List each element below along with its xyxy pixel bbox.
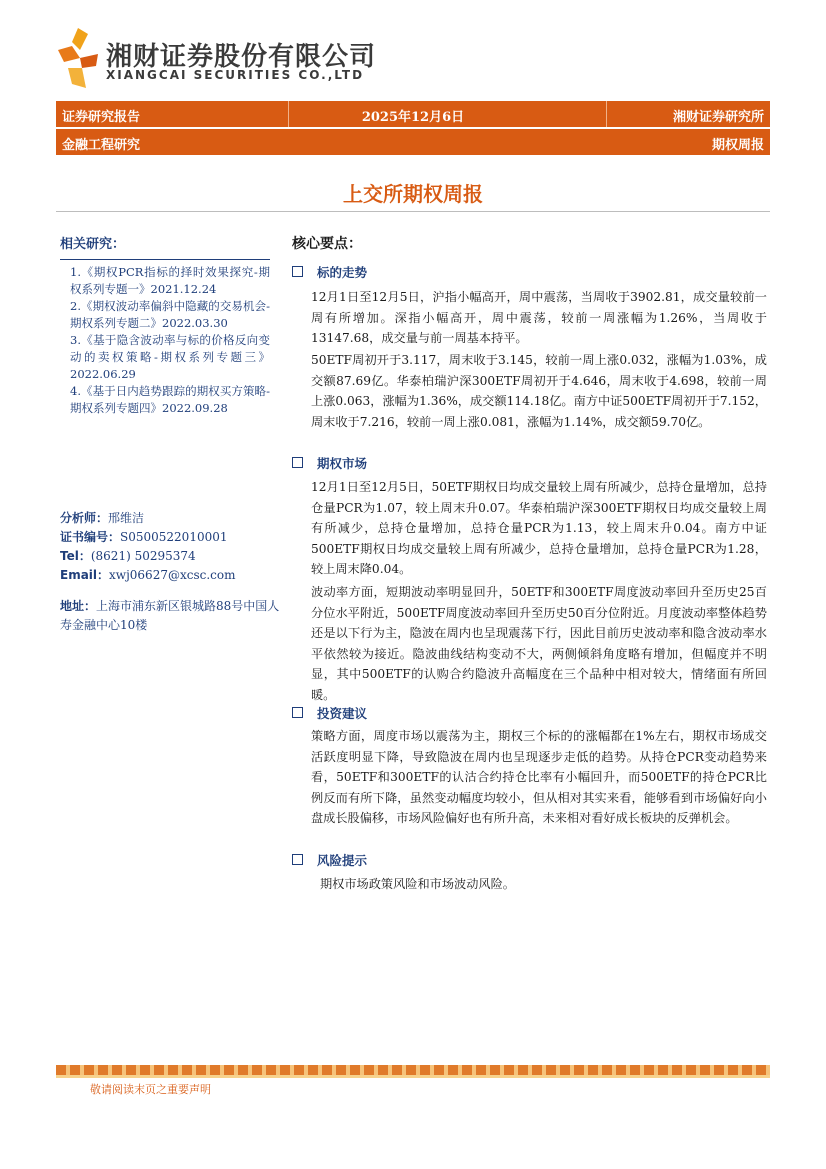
related-research-heading: 相关研究：: [60, 233, 270, 260]
paragraph: 波动率方面，短期波动率明显回升，50ETF和300ETF周度波动率回升至历史25百分位水平附近，500ETF周度波动率回升至历史50百分位附近。月度波动率整体趋势还是以下行为主，隐波在周内也呈现震荡下行，因此目前历史波动率和隐含波动率水平依然较为接近。隐波曲线结构变动不大，两侧倾斜角度略有增加，但幅度并不明显，其中500ETF的认购合约隐波升高幅度在三个品种中相对较大，情绪面有所回暖。: [311, 585, 767, 702]
section-title: 风险提示: [317, 853, 368, 868]
section-heading-risk: [292, 851, 367, 869]
analyst-info: [60, 509, 280, 585]
paragraph: 策略方面，周度市场以震荡为主，期权三个标的的涨幅都在1%左右，期权市场成交活跃度明显下降，导致隐波在周内也呈现逐步走低的趋势。从持仓PCR变动趋势来看，50ETF和300ETF的认沽合约持仓比率有小幅回升，而500ETF的持仓PCR比例反而有所下降，虽然变动幅度均较小，但从相对其实来看，能够看到市场偏好向小盘成长股偏移，市场风险偏好也有所升高，未来相对看好成长板块的反弹机会。: [311, 729, 767, 825]
email-address[interactable]: xwj06627@xcsc.com: [109, 568, 236, 582]
list-item[interactable]: 4.《基于日内趋势跟踪的期权买方策略-期权系列专题四》2022.09.28: [70, 384, 270, 415]
disclaimer-note[interactable]: 敬请阅读末页之重要声明: [90, 1083, 211, 1096]
checkbox-bullet-icon: [292, 707, 303, 718]
page-title: 上交所期权周报: [343, 182, 483, 206]
checkbox-bullet-icon: [292, 266, 303, 277]
band-divider: [288, 101, 289, 127]
paragraph: 50ETF周初开于3.117，周末收于3.145，较前一周上涨0.032，涨幅为1.03%，成交额87.69亿。华泰柏瑞沪深300ETF周初开于4.646，周末收于4.698，较前一周上涨0.063，涨幅为1.36%，成交额114.18亿。南方中证500ETF周初开于7.152，周末收于7.216，较前一周上涨0.081，涨幅为1.14%，成交额59.70亿。: [311, 353, 767, 429]
company-name-en: XIANGCAI SECURITIES CO.,LTD: [106, 68, 365, 82]
cert-label: 证书编号：: [60, 530, 121, 544]
section-title: 期权市场: [317, 456, 368, 471]
report-category-band: [56, 129, 770, 155]
institute-name: 湘财证券研究所: [672, 110, 764, 125]
cert-number: S0500522010001: [120, 530, 228, 544]
report-type: 证券研究报告: [62, 110, 141, 125]
section-heading-options-market: [292, 454, 367, 472]
paragraph: 期权市场政策风险和市场波动风险。: [320, 877, 515, 891]
paragraph: 12月1日至12月5日，沪指小幅高开，周中震荡，当周收于3902.81，成交量较前一周有所增加。深指小幅高开，周中震荡，较前一周涨幅为1.26%，当周收于13147.68，成交量与前一周基本持平。: [311, 290, 767, 345]
address-label: 地址：: [60, 599, 97, 613]
list-item[interactable]: 2.《期权波动率偏斜中隐藏的交易机会-期权系列专题二》2022.03.30: [70, 299, 270, 330]
footer-band: [56, 1065, 770, 1075]
address-text: 上海市浦东新区银城路88号中国人寿金融中心10楼: [60, 599, 280, 632]
analyst-name: 邢维洁: [108, 511, 145, 525]
email-label: Email：: [60, 568, 110, 582]
list-item[interactable]: 1.《期权PCR指标的择时效果探究-期权系列专题一》2021.12.24: [70, 265, 270, 296]
section-heading-investment-advice: [292, 704, 367, 722]
checkbox-bullet-icon: [292, 457, 303, 468]
core-points-heading: 核心要点：: [292, 236, 362, 252]
company-logo-icon: [58, 28, 98, 88]
company-name-cn: 湘财证券股份有限公司: [106, 42, 377, 72]
address-info: [60, 597, 280, 635]
section-title: 投资建议: [317, 706, 368, 721]
list-item[interactable]: 3.《基于隐含波动率与标的价格反向变动的卖权策略-期权系列专题三》2022.06.29: [70, 333, 270, 381]
title-divider: [56, 211, 770, 212]
report-category: 金融工程研究: [62, 138, 141, 153]
footer-band-underline: [56, 1075, 770, 1078]
checkbox-bullet-icon: [292, 854, 303, 865]
tel-label: Tel：: [60, 549, 91, 563]
paragraph: 12月1日至12月5日，50ETF期权日均成交量较上周有所减少，总持仓量增加，总持仓量PCR为1.07，较上周末升0.07。华泰柏瑞沪深300ETF期权日均成交量较上周有所减少，总持仓量增加，总持仓量PCR为1.13，较上周末升0.04。南方中证500ETF期权日均成交量较上周有所减少，总持仓量增加，总持仓量PCR为1.28，较上周末降0.04。: [311, 480, 767, 576]
section-heading-underlying: [292, 263, 367, 281]
band-divider: [606, 101, 607, 127]
section-title: 标的走势: [317, 265, 368, 280]
tel-number: (8621) 50295374: [90, 549, 196, 563]
report-info-band: [56, 101, 770, 127]
report-series: 期权周报: [711, 138, 764, 153]
analyst-label: 分析师：: [60, 511, 109, 525]
report-date: 2025年12月6日: [361, 110, 465, 125]
related-research-list: [70, 264, 270, 417]
